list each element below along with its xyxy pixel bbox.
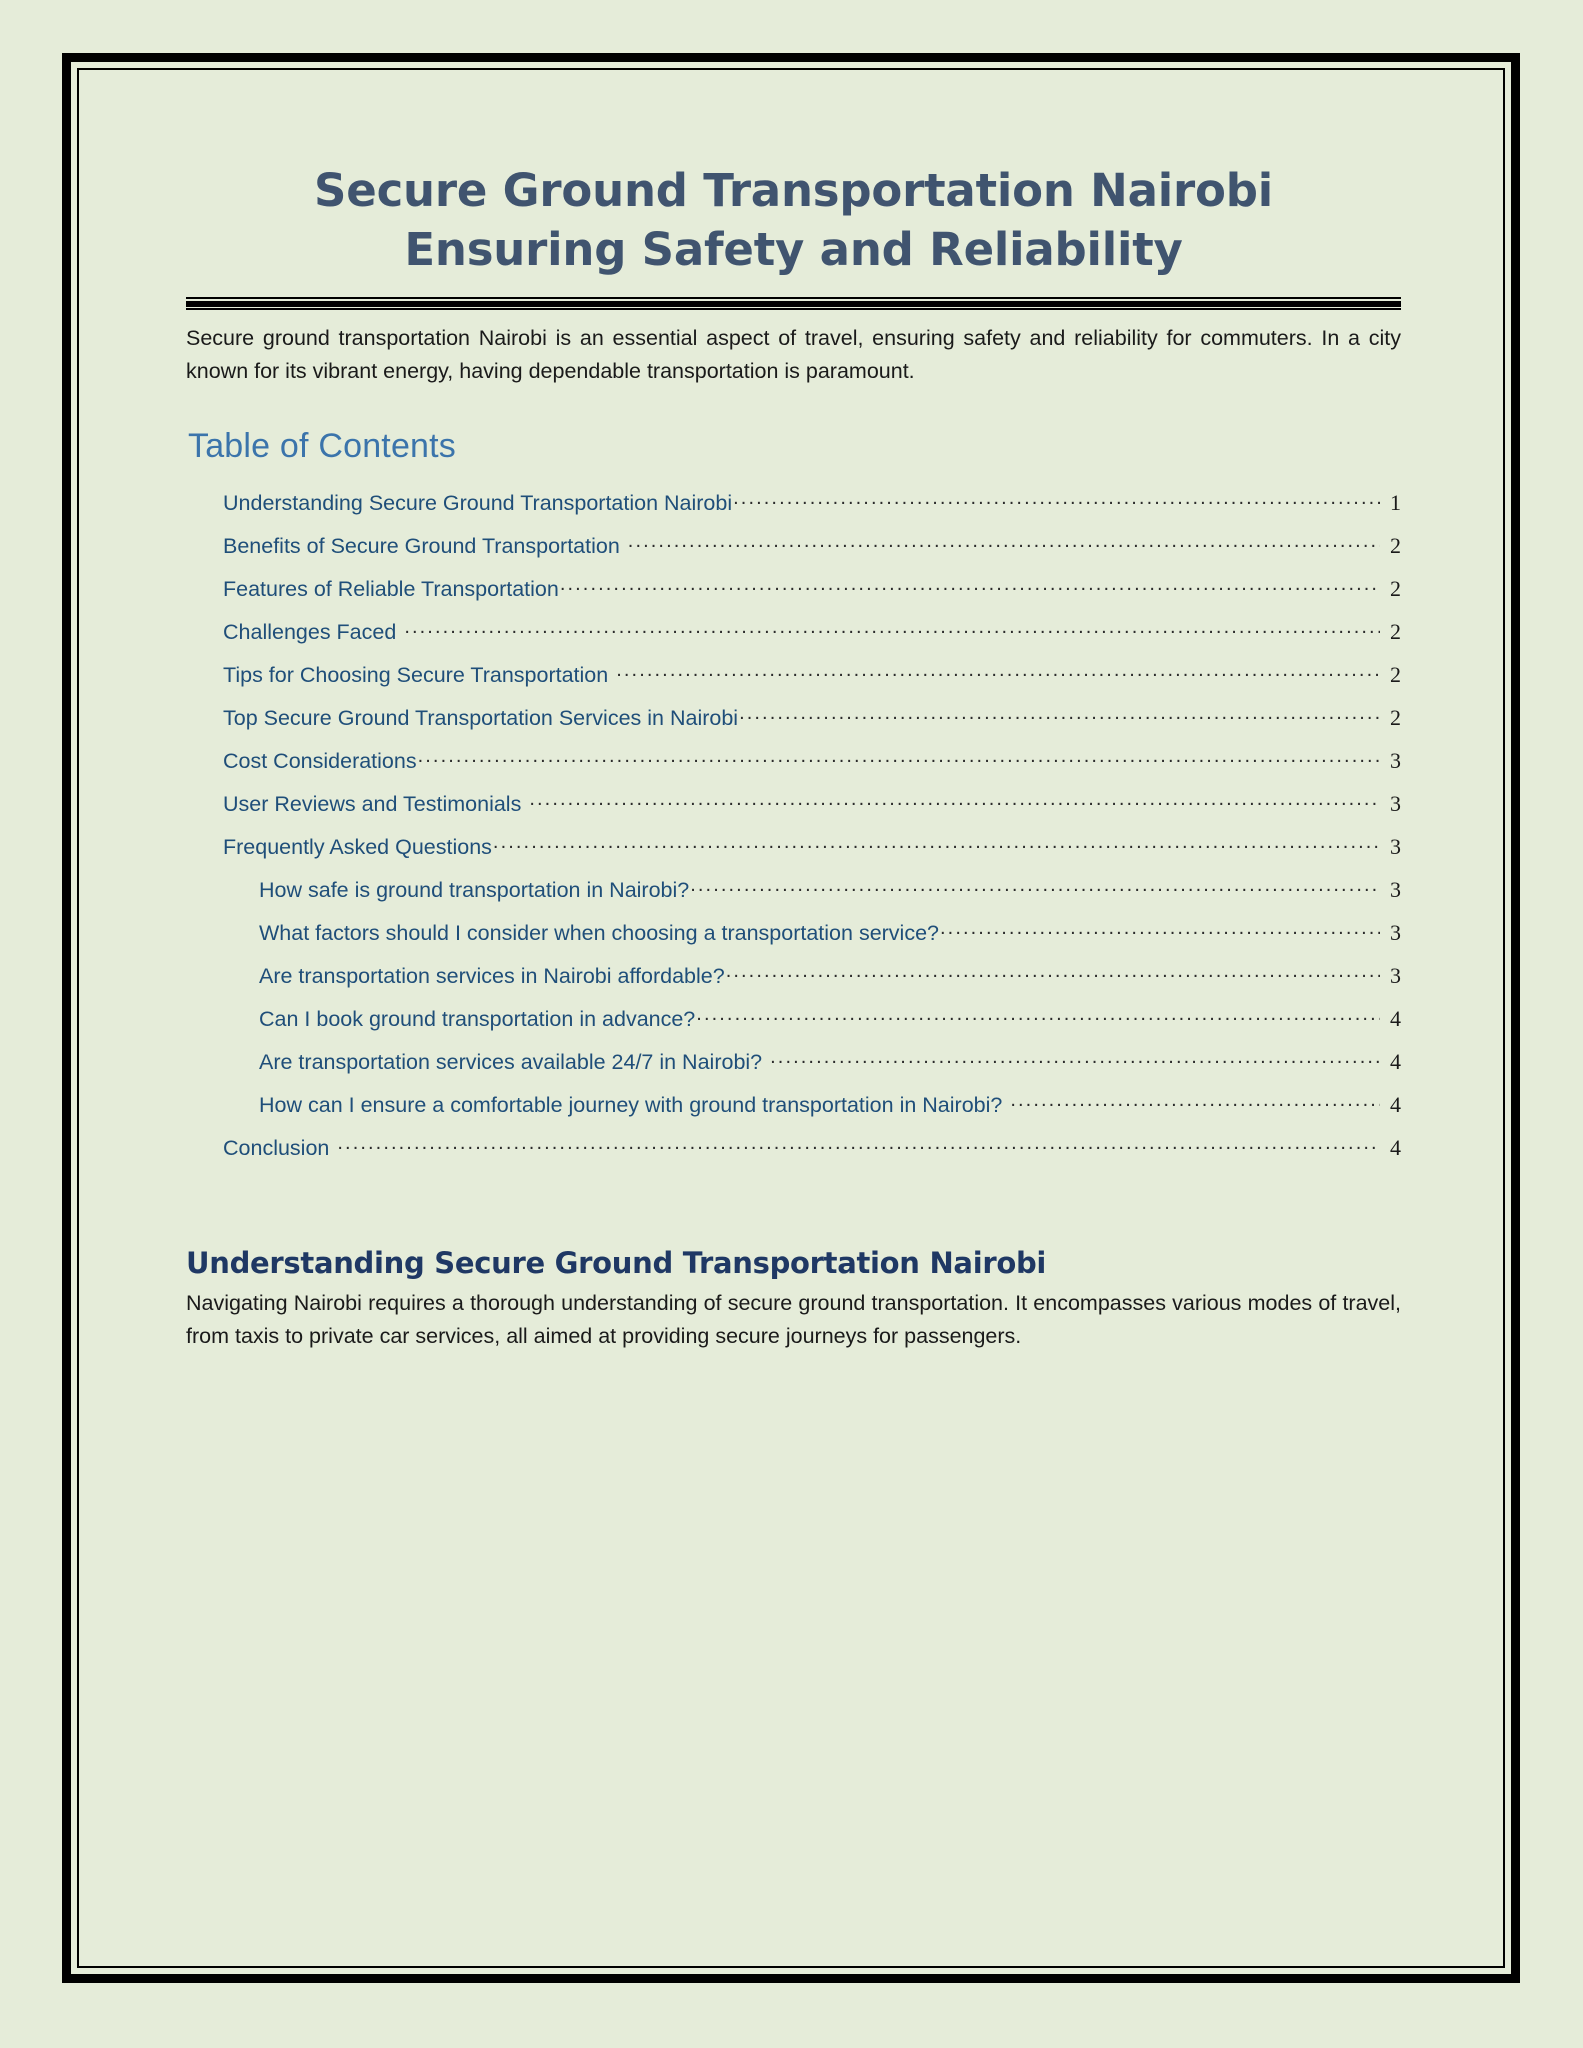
toc-leader-dots [493, 833, 1380, 855]
toc-entry-page-number: 3 [1390, 834, 1401, 860]
toc-entry-label: User Reviews and Testimonials [223, 792, 522, 817]
toc-entry[interactable] [186, 695, 1401, 738]
toc-entry[interactable] [186, 953, 1401, 996]
toc-entry-label: How safe is ground transportation in Nairobi? [259, 878, 690, 903]
toc-leader-dots [940, 919, 1380, 941]
toc-entry-label: Conclusion [223, 1136, 330, 1161]
toc-entry-page-number: 2 [1390, 662, 1401, 688]
section-heading: Understanding Secure Ground Transportation Nairobi [186, 1246, 1047, 1281]
toc-entry-label: Frequently Asked Questions [223, 835, 492, 860]
toc-leader-dots [337, 1134, 1380, 1156]
toc-leader-dots [696, 1005, 1380, 1027]
table-of-contents-list [186, 480, 1401, 1168]
toc-leader-dots [529, 790, 1380, 812]
section-body-paragraph: Navigating Nairobi requires a thorough understanding of secure ground transportation. It encompasses various modes of travel, from taxis to private car services, all aimed at providing secure journeys for passengers. [186, 1291, 1401, 1349]
toc-entry-page-number: 2 [1390, 576, 1401, 602]
toc-leader-dots [560, 575, 1380, 597]
toc-entry-label: What factors should I consider when choosing a transportation service? [259, 921, 940, 946]
toc-entry-page-number: 3 [1390, 920, 1401, 946]
toc-entry-page-number: 2 [1390, 619, 1401, 645]
toc-entry[interactable] [186, 738, 1401, 781]
table-of-contents-heading: Table of Contents [188, 427, 457, 466]
toc-entry-label: Benefits of Secure Ground Transportation [223, 534, 620, 559]
toc-leader-dots [726, 962, 1380, 984]
page-title: Secure Ground Transportation Nairobi Ensuring Safety and Reliability [314, 164, 1273, 276]
toc-entry-page-number: 4 [1390, 1092, 1401, 1118]
toc-entry-page-number: 3 [1390, 963, 1401, 989]
section-understanding [186, 1246, 1401, 1352]
toc-entry-label: Cost Considerations [223, 749, 417, 774]
toc-leader-dots [690, 876, 1380, 898]
toc-entry-page-number: 2 [1390, 533, 1401, 559]
toc-entry[interactable] [186, 523, 1401, 566]
page-content [186, 162, 1401, 1353]
toc-entry-page-number: 4 [1390, 1135, 1401, 1161]
toc-entry[interactable] [186, 867, 1401, 910]
toc-leader-dots [418, 747, 1380, 769]
toc-entry-page-number: 1 [1390, 490, 1401, 516]
divider-thin-bottom-line [186, 308, 1401, 310]
toc-leader-dots [628, 532, 1380, 554]
toc-entry[interactable] [186, 652, 1401, 695]
toc-entry-label: Tips for Choosing Secure Transportation [223, 663, 609, 688]
toc-entry[interactable] [186, 1039, 1401, 1082]
toc-entry-label: Top Secure Ground Transportation Services in Nairobi [223, 706, 739, 731]
toc-leader-dots [616, 661, 1380, 683]
toc-entry[interactable] [186, 910, 1401, 953]
toc-entry[interactable] [186, 996, 1401, 1039]
toc-leader-dots [770, 1048, 1380, 1070]
toc-leader-dots [733, 489, 1380, 511]
toc-entry-page-number: 3 [1390, 791, 1401, 817]
toc-entry-label: Challenges Faced [223, 620, 397, 645]
toc-entry-label: Features of Reliable Transportation [223, 577, 559, 602]
toc-entry-page-number: 3 [1390, 748, 1401, 774]
toc-entry[interactable] [186, 1082, 1401, 1125]
toc-entry[interactable] [186, 781, 1401, 824]
divider-thin-top-line [186, 297, 1401, 299]
toc-entry-label: Are transportation services available 24/7 in Nairobi? [259, 1050, 763, 1075]
toc-entry[interactable] [186, 824, 1401, 867]
toc-entry-label: Can I book ground transportation in advance? [259, 1007, 696, 1032]
toc-entry[interactable] [186, 480, 1401, 523]
toc-entry-page-number: 2 [1390, 705, 1401, 731]
toc-entry[interactable] [186, 609, 1401, 652]
toc-entry[interactable] [186, 566, 1401, 609]
toc-leader-dots [404, 618, 1380, 640]
toc-leader-dots [1010, 1091, 1380, 1113]
toc-leader-dots [739, 704, 1380, 726]
toc-entry-page-number: 3 [1390, 877, 1401, 903]
toc-entry-label: Are transportation services in Nairobi affordable? [259, 964, 725, 989]
toc-entry-label: How can I ensure a comfortable journey with ground transportation in Nairobi? [259, 1093, 1003, 1118]
divider-thick-line [186, 301, 1401, 307]
toc-entry-label: Understanding Secure Ground Transportation Nairobi [223, 491, 733, 516]
toc-entry[interactable] [186, 1125, 1401, 1168]
toc-entry-page-number: 4 [1390, 1006, 1401, 1032]
toc-entry-page-number: 4 [1390, 1049, 1401, 1075]
intro-paragraph: Secure ground transportation Nairobi is an essential aspect of travel, ensuring safety and reliability for commuters. In a city known for its vibrant energy, having dependable transportation is paramount. [186, 326, 1401, 383]
title-divider-rule [186, 297, 1401, 310]
page-border-frame [62, 53, 1520, 1983]
